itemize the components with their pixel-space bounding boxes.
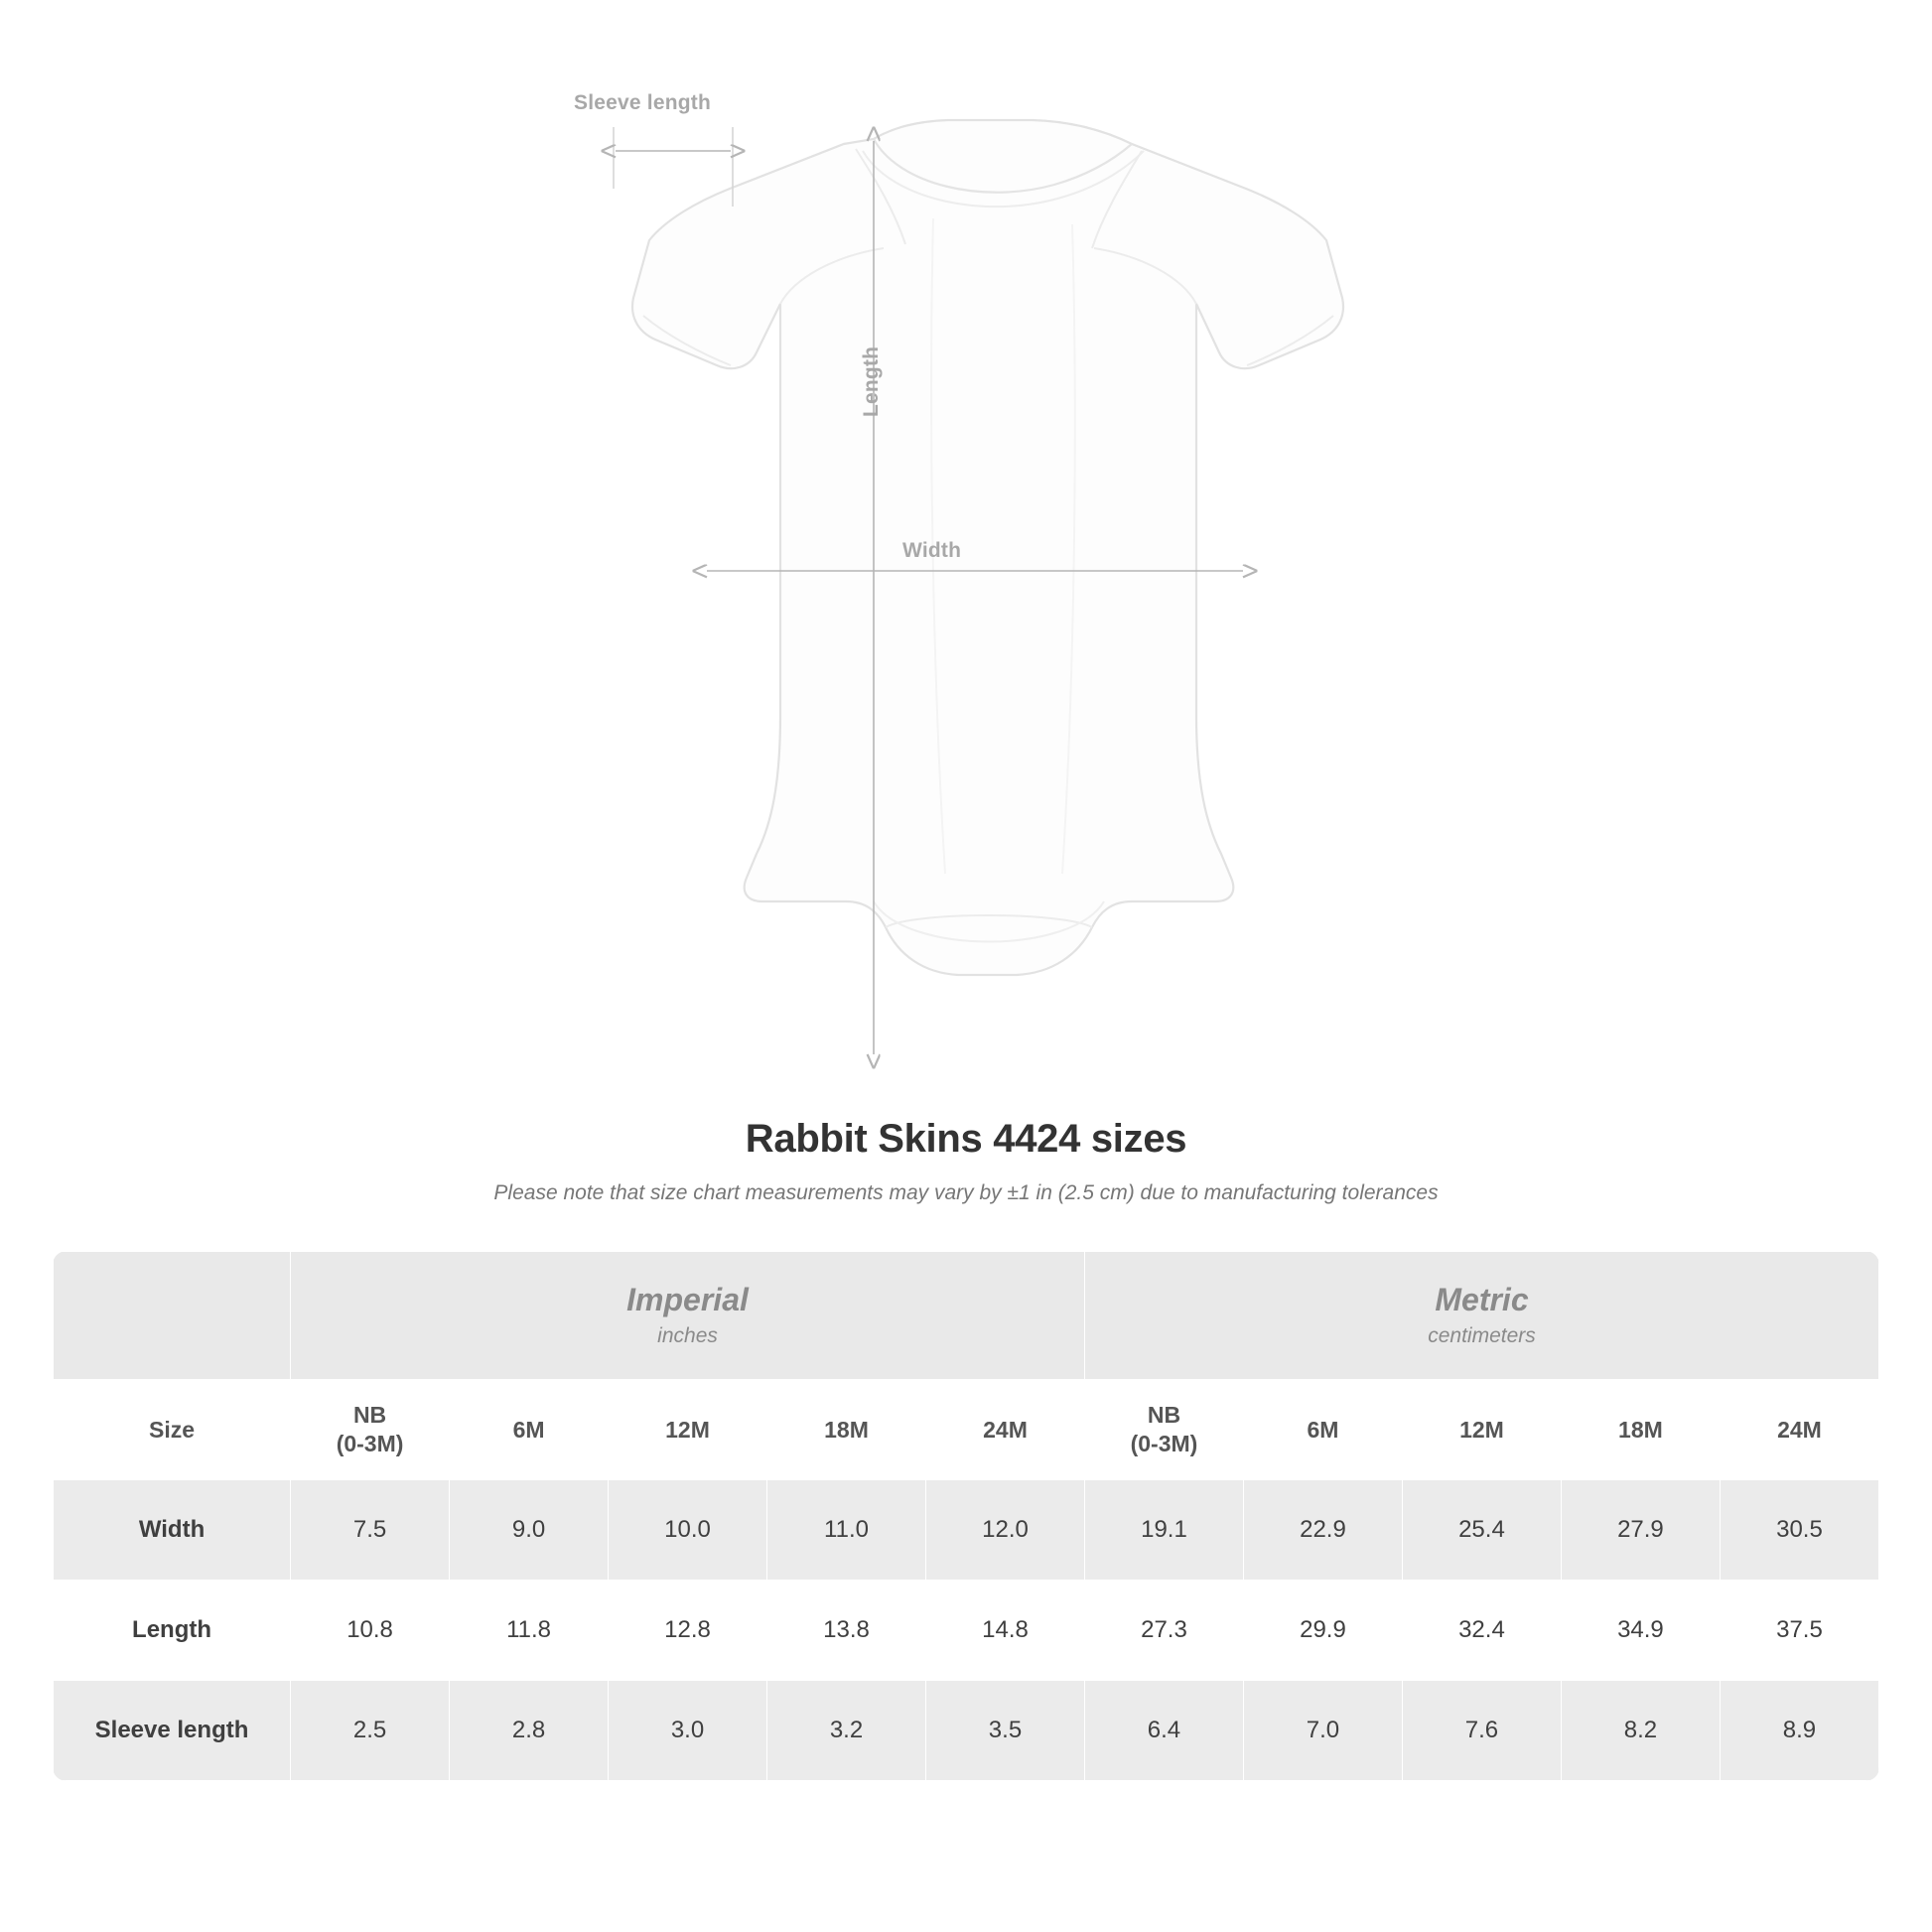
header-col-4-line1: 24M xyxy=(983,1416,1028,1443)
cell-sleeve-0: 2.5 xyxy=(291,1681,450,1781)
cell-width-6: 22.9 xyxy=(1243,1480,1402,1581)
header-col-1-line1: 6M xyxy=(512,1416,545,1443)
header-col-5-line2: (0-3M) xyxy=(1130,1431,1198,1456)
unit-group-metric-name: Metric xyxy=(1435,1282,1529,1318)
header-col-8-line1: 18M xyxy=(1618,1416,1663,1443)
title-block xyxy=(0,1117,1932,1205)
table-row xyxy=(54,1480,1879,1581)
header-col-6 xyxy=(1243,1380,1402,1480)
tolerance-note: Please note that size chart measurements may vary by ±1 in (2.5 cm) due to manufacturing tolerances xyxy=(493,1181,1439,1204)
cell-length-6: 29.9 xyxy=(1243,1581,1402,1681)
cell-sleeve-5: 6.4 xyxy=(1084,1681,1243,1781)
header-col-0-line1: NB xyxy=(352,1402,387,1429)
cell-length-4: 14.8 xyxy=(926,1581,1085,1681)
header-col-3 xyxy=(767,1380,926,1480)
header-col-1 xyxy=(450,1380,609,1480)
column-header-row xyxy=(54,1380,1879,1480)
cell-length-2: 12.8 xyxy=(609,1581,767,1681)
cell-width-4: 12.0 xyxy=(926,1480,1085,1581)
header-col-5-line1: NB xyxy=(1147,1402,1181,1429)
cell-length-5: 27.3 xyxy=(1084,1581,1243,1681)
cell-width-7: 25.4 xyxy=(1402,1480,1561,1581)
unit-group-imperial-name: Imperial xyxy=(626,1282,749,1318)
row-label-width: Width xyxy=(54,1480,291,1581)
cell-sleeve-4: 3.5 xyxy=(926,1681,1085,1781)
cell-width-0: 7.5 xyxy=(291,1480,450,1581)
header-col-0-line2: (0-3M) xyxy=(336,1431,404,1456)
header-col-0 xyxy=(291,1380,450,1480)
cell-length-8: 34.9 xyxy=(1561,1581,1720,1681)
unit-group-metric xyxy=(1084,1252,1878,1380)
unit-group-row xyxy=(54,1252,1879,1380)
cell-sleeve-3: 3.2 xyxy=(767,1681,926,1781)
cell-sleeve-6: 7.0 xyxy=(1243,1681,1402,1781)
cell-sleeve-2: 3.0 xyxy=(609,1681,767,1781)
cell-length-3: 13.8 xyxy=(767,1581,926,1681)
header-col-5 xyxy=(1084,1380,1243,1480)
header-col-9 xyxy=(1720,1380,1878,1480)
header-col-6-line1: 6M xyxy=(1307,1416,1339,1443)
cell-sleeve-1: 2.8 xyxy=(450,1681,609,1781)
cell-sleeve-9: 8.9 xyxy=(1720,1681,1878,1781)
table-corner-cell xyxy=(54,1252,291,1380)
cell-width-3: 11.0 xyxy=(767,1480,926,1581)
row-label-sleeve-length: Sleeve length xyxy=(54,1681,291,1781)
label-length: Length xyxy=(860,345,883,417)
page-title: Rabbit Skins 4424 sizes xyxy=(745,1117,1187,1161)
cell-width-2: 10.0 xyxy=(609,1480,767,1581)
row-label-length: Length xyxy=(54,1581,291,1681)
header-col-7 xyxy=(1402,1380,1561,1480)
cell-width-5: 19.1 xyxy=(1084,1480,1243,1581)
cell-sleeve-8: 8.2 xyxy=(1561,1681,1720,1781)
size-table xyxy=(53,1251,1879,1781)
cell-width-8: 27.9 xyxy=(1561,1480,1720,1581)
table-row xyxy=(54,1681,1879,1781)
label-sleeve-length: Sleeve length xyxy=(574,91,711,114)
table-row xyxy=(54,1581,1879,1681)
cell-width-1: 9.0 xyxy=(450,1480,609,1581)
cell-width-9: 30.5 xyxy=(1720,1480,1878,1581)
label-width: Width xyxy=(902,539,962,562)
cell-length-0: 10.8 xyxy=(291,1581,450,1681)
header-col-2-line1: 12M xyxy=(665,1416,710,1443)
header-col-9-line1: 24M xyxy=(1777,1416,1822,1443)
unit-group-imperial-sub: inches xyxy=(657,1323,718,1347)
cell-sleeve-7: 7.6 xyxy=(1402,1681,1561,1781)
header-col-2 xyxy=(609,1380,767,1480)
unit-group-imperial xyxy=(291,1252,1085,1380)
cell-length-1: 11.8 xyxy=(450,1581,609,1681)
header-col-4 xyxy=(926,1380,1085,1480)
cell-length-9: 37.5 xyxy=(1720,1581,1878,1681)
unit-group-metric-sub: centimeters xyxy=(1428,1323,1536,1347)
header-size: Size xyxy=(54,1380,291,1480)
header-col-8 xyxy=(1561,1380,1720,1480)
size-table-wrapper xyxy=(53,1251,1879,1781)
header-col-3-line1: 18M xyxy=(824,1416,869,1443)
header-col-7-line1: 12M xyxy=(1459,1416,1504,1443)
cell-length-7: 32.4 xyxy=(1402,1581,1561,1681)
